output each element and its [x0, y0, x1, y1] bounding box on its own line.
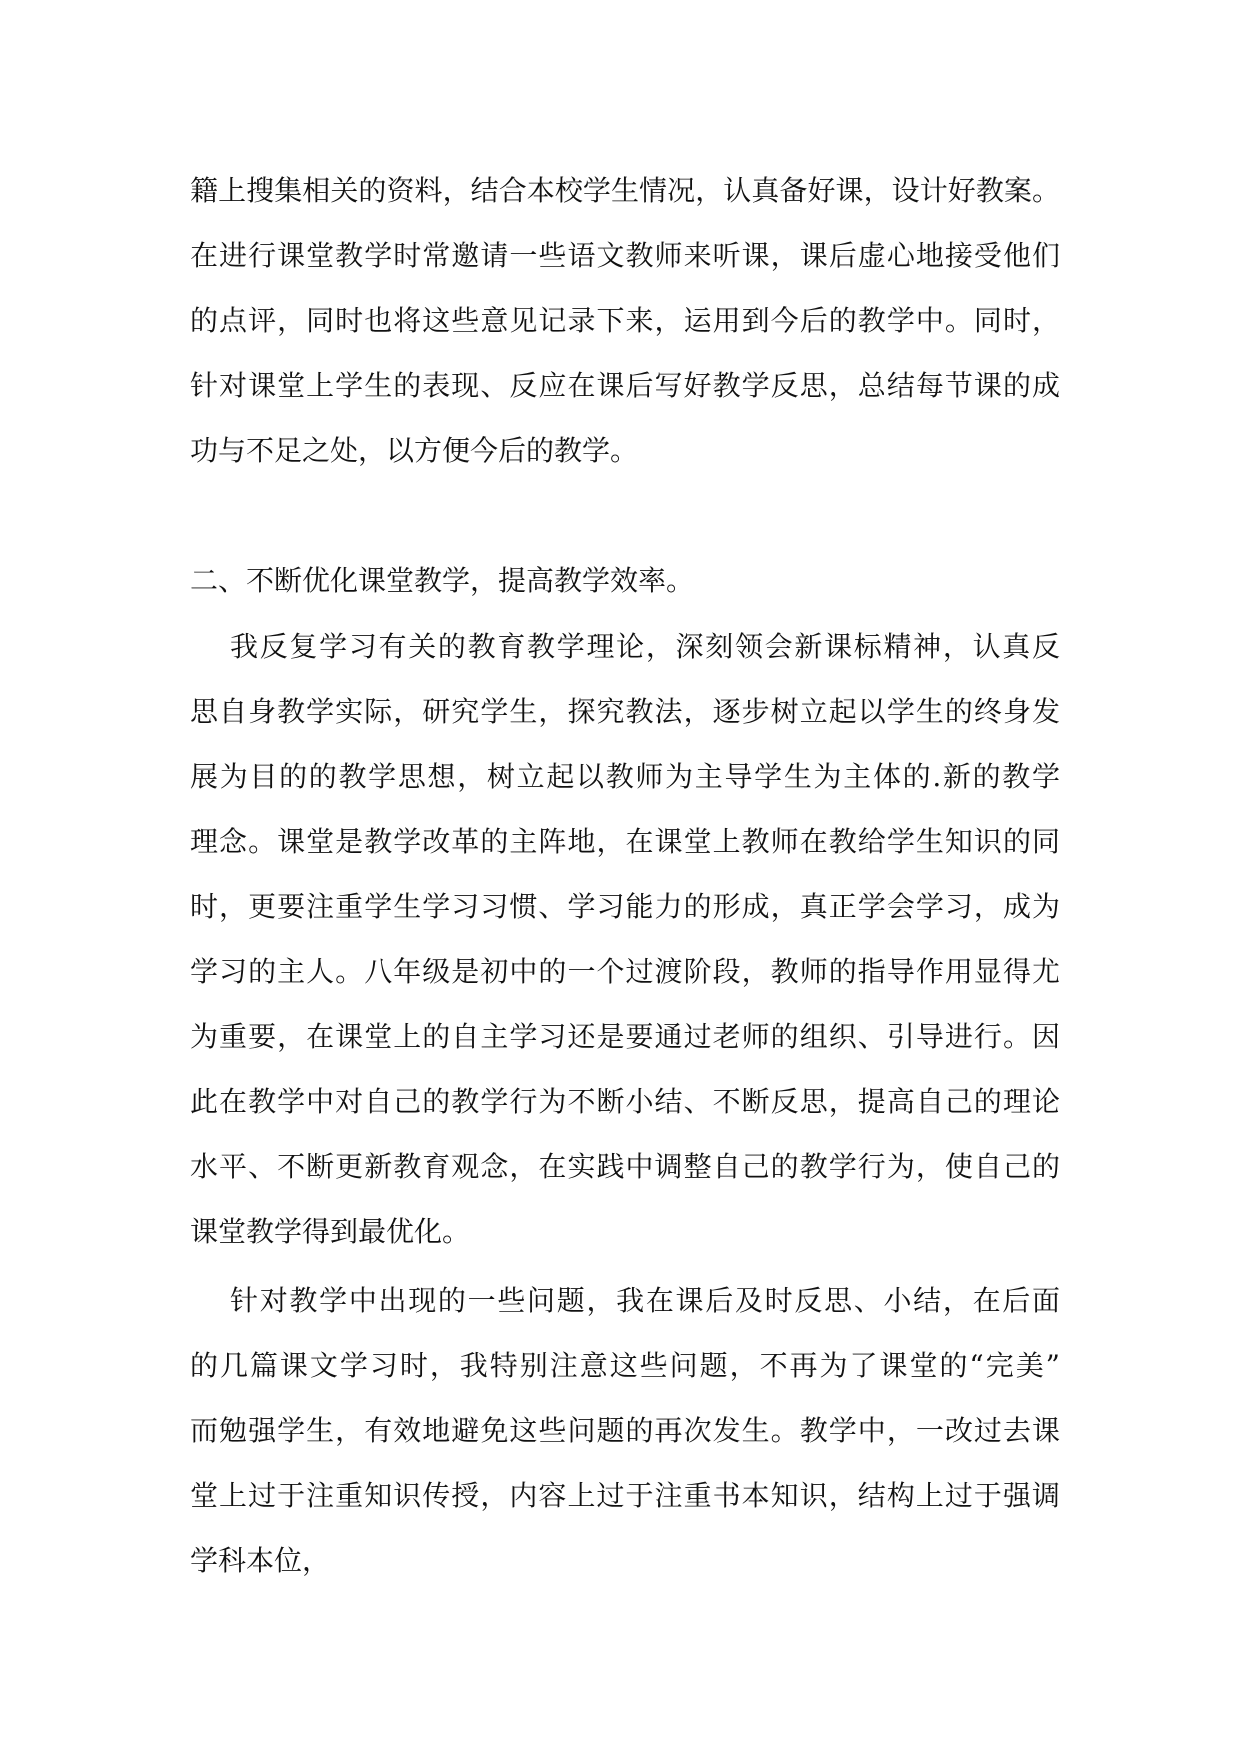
- paragraph-continued: [190, 158, 1060, 483]
- section-heading-text: 二、不断优化课堂教学，提高教学效率。: [190, 564, 695, 597]
- text-line: 学习的主人。八年级是初中的一个过渡阶段，教师的指导作用显得尤: [190, 955, 1060, 988]
- text-line: 为重要，在课堂上的自主学习还是要通过老师的组织、引导进行。因: [190, 1020, 1060, 1053]
- paragraph-two: [190, 614, 1060, 1264]
- text-line: 水平、不断更新教育观念，在实践中调整自己的教学行为，使自己的: [190, 1150, 1060, 1183]
- text-line: 我反复学习有关的教育教学理论，深刻领会新课标精神，认真反: [230, 630, 1060, 663]
- text-line: 理念。课堂是教学改革的主阵地，在课堂上教师在教给学生知识的同: [190, 825, 1060, 858]
- text-line: 功与不足之处，以方便今后的教学。: [190, 434, 639, 467]
- text-line: 课堂教学得到最优化。: [190, 1215, 471, 1248]
- text-line: 的点评，同时也将这些意见记录下来，运用到今后的教学中。同时，: [190, 304, 1060, 337]
- text-line: 时，更要注重学生学习习惯、学习能力的形成，真正学会学习，成为: [190, 890, 1060, 923]
- paragraph-three: [190, 1268, 1060, 1593]
- text-line: 展为目的的教学思想，树立起以教师为主导学生为主体的.新的教学: [190, 760, 1060, 793]
- text-line: 针对课堂上学生的表现、反应在课后写好教学反思，总结每节课的成: [190, 369, 1060, 402]
- text-line: 籍上搜集相关的资料，结合本校学生情况，认真备好课，设计好教案。: [190, 174, 1060, 207]
- text-line: 的几篇课文学习时，我特别注意这些问题，不再为了课堂的“完美”: [190, 1349, 1060, 1382]
- text-line: 思自身教学实际，研究学生，探究教法，逐步树立起以学生的终身发: [190, 695, 1060, 728]
- text-line: 针对教学中出现的一些问题，我在课后及时反思、小结，在后面: [230, 1284, 1060, 1317]
- text-line: 在进行课堂教学时常邀请一些语文教师来听课，课后虚心地接受他们: [190, 239, 1060, 272]
- text-line: 学科本位，: [190, 1544, 331, 1577]
- text-line: 而勉强学生，有效地避免这些问题的再次发生。教学中，一改过去课: [190, 1414, 1060, 1447]
- section-heading: [190, 548, 1060, 613]
- text-line: 此在教学中对自己的教学行为不断小结、不断反思，提高自己的理论: [190, 1085, 1060, 1118]
- text-line: 堂上过于注重知识传授，内容上过于注重书本知识，结构上过于强调: [190, 1479, 1060, 1512]
